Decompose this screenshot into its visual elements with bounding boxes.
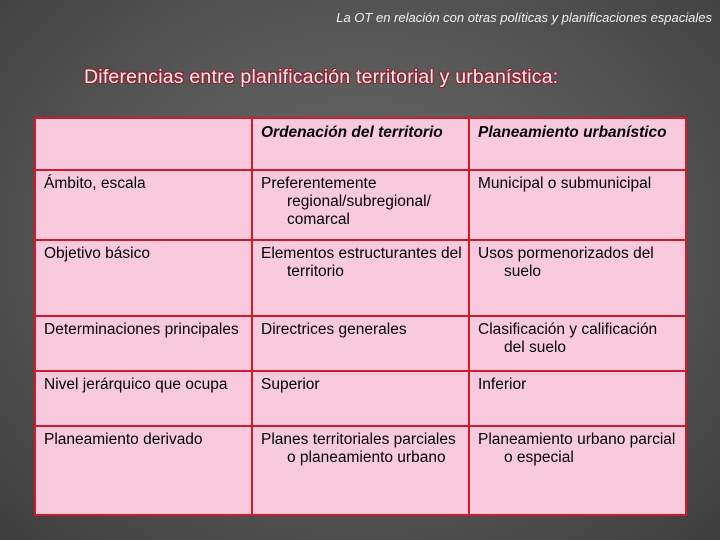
table-cell: Determinaciones principales (35, 316, 252, 371)
table-header-cell (252, 118, 469, 170)
table-cell: Usos pormenorizados del suelo (469, 240, 686, 316)
table-row (35, 240, 686, 316)
table-row (35, 426, 686, 515)
table-cell: Municipal o submunicipal (469, 170, 686, 240)
table-row (35, 170, 686, 240)
table-cell: Superior (252, 371, 469, 426)
table-header-cell (469, 118, 686, 170)
slide-header-subtitle: La OT en relación con otras políticas y planificaciones espaciales (336, 10, 712, 25)
table-row (35, 371, 686, 426)
table-cell: Planes territoriales parciales o planeamiento urbano (252, 426, 469, 515)
table-cell: Planeamiento urbano parcial o especial (469, 426, 686, 515)
table-header-cell (35, 118, 252, 170)
header-planeamiento: Planeamiento urbanístico (478, 124, 667, 141)
table-cell: Clasificación y calificación del suelo (469, 316, 686, 371)
table-cell: Preferentemente regional/subregional/ comarcal (252, 170, 469, 240)
table-cell: Planeamiento derivado (35, 426, 252, 515)
table-cell: Objetivo básico (35, 240, 252, 316)
table-cell: Inferior (469, 371, 686, 426)
table-cell: Elementos estructurantes del territorio (252, 240, 469, 316)
table-header-row (35, 118, 686, 170)
table-cell: Nivel jerárquico que ocupa (35, 371, 252, 426)
table-cell: Directrices generales (252, 316, 469, 371)
comparison-table (34, 117, 687, 516)
table-row (35, 316, 686, 371)
slide-title: Diferencias entre planificación territorial y urbanística: (84, 66, 559, 88)
header-ordenacion: Ordenación del territorio (261, 124, 443, 141)
table-cell: Ámbito, escala (35, 170, 252, 240)
